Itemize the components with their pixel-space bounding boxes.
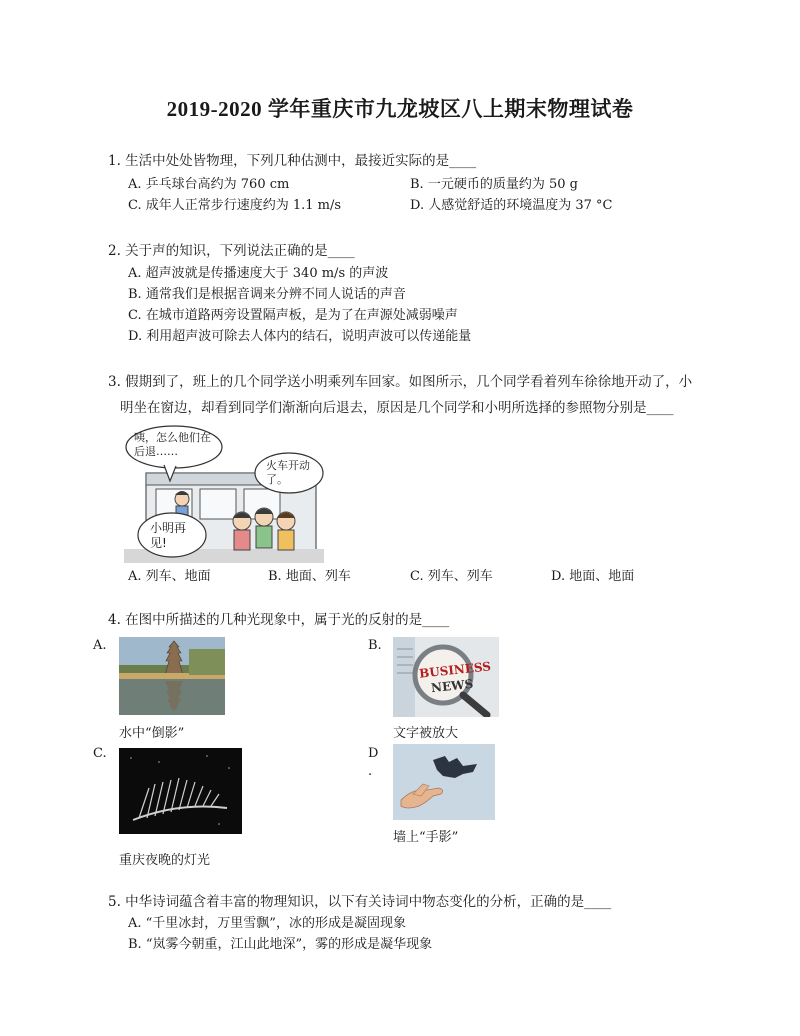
question-5-stem: 5. 中华诗词蕴含着丰富的物理知识，以下有关诗词中物态变化的分析，正确的是____	[108, 894, 612, 910]
caption-water-reflection: 水中“倒影”	[119, 726, 185, 741]
question-2-option-b: B. 通常我们是根据音调来分辨不同人说话的声音	[128, 287, 406, 302]
hand-shadow-image	[393, 744, 495, 820]
train-farewell-illustration	[124, 425, 324, 563]
question-1-option-b: B. 一元硬币的质量约为 50 g	[410, 177, 578, 192]
night-lights-image	[119, 748, 242, 834]
speech-bubble-goodbye: 小明再见!	[150, 521, 187, 550]
question-3-option-a: A. 列车、地面	[128, 569, 211, 584]
question-2-option-c: C. 在城市道路两旁设置隔声板，是为了在声源处减弱噪声	[128, 308, 458, 323]
pagoda-reflection-image	[119, 637, 225, 715]
question-5-option-b: B. “岚雾今朝重，江山此地深”，雾的形成是凝华现象	[128, 937, 433, 952]
caption-hand-shadow: 墙上“手影”	[393, 830, 459, 845]
speech-bubble-train-moving: 火车开动了。	[266, 459, 310, 486]
question-2-option-a: A. 超声波就是传播速度大于 340 m/s 的声波	[128, 266, 389, 281]
question-3-option-d: D. 地面、地面	[551, 569, 635, 584]
question-4-label-d: D	[368, 746, 379, 761]
question-4-label-b: B.	[368, 638, 382, 653]
question-4-label-a: A.	[93, 638, 107, 653]
page-title: 2019-2020 学年重庆市九龙坡区八上期末物理试卷	[166, 97, 634, 121]
question-3-stem-line-2: 明坐在窗边，却看到同学们渐渐向后退去，原因是几个同学和小明所选择的参照物分别是____	[120, 400, 674, 416]
question-2-option-d: D. 利用超声波可除去人体内的结石，说明声波可以传递能量	[128, 329, 472, 344]
question-4-label-c: C.	[93, 746, 107, 761]
caption-magnified-text: 文字被放大	[393, 726, 459, 741]
question-3-option-c: C. 列车、列车	[410, 569, 493, 584]
question-2-stem: 2. 关于声的知识，下列说法正确的是____	[108, 243, 355, 259]
question-1-option-d: D. 人感觉舒适的环境温度为 37 °C	[410, 198, 613, 213]
magnifier-text-news: NEWS	[430, 676, 474, 696]
question-1-option-a: A. 乒乓球台高约为 760 cm	[128, 177, 290, 192]
caption-night-lights: 重庆夜晚的灯光	[119, 853, 211, 868]
speech-bubble-boy: 咦，怎么他们在后退……	[134, 431, 211, 458]
question-1-stem: 1. 生活中处处皆物理，下列几种估测中，最接近实际的是____	[108, 153, 477, 169]
question-3-option-b: B. 地面、列车	[268, 569, 351, 584]
question-4-label-d-dot: .	[368, 764, 373, 779]
question-5-option-a: A. “千里冰封，万里雪飘”，冰的形成是凝固现象	[128, 916, 406, 931]
question-3-stem-line-1: 3. 假期到了，班上的几个同学送小明乘列车回家。如图所示，几个同学看着列车徐徐地开动了，小	[108, 374, 693, 390]
magnifying-glass-image	[393, 637, 499, 717]
question-4-stem: 4. 在图中所描述的几种光现象中，属于光的反射的是____	[108, 612, 450, 628]
question-1-option-c: C. 成年人正常步行速度约为 1.1 m/s	[128, 198, 342, 213]
magnifier-text-business: BUSINESS	[418, 659, 492, 681]
